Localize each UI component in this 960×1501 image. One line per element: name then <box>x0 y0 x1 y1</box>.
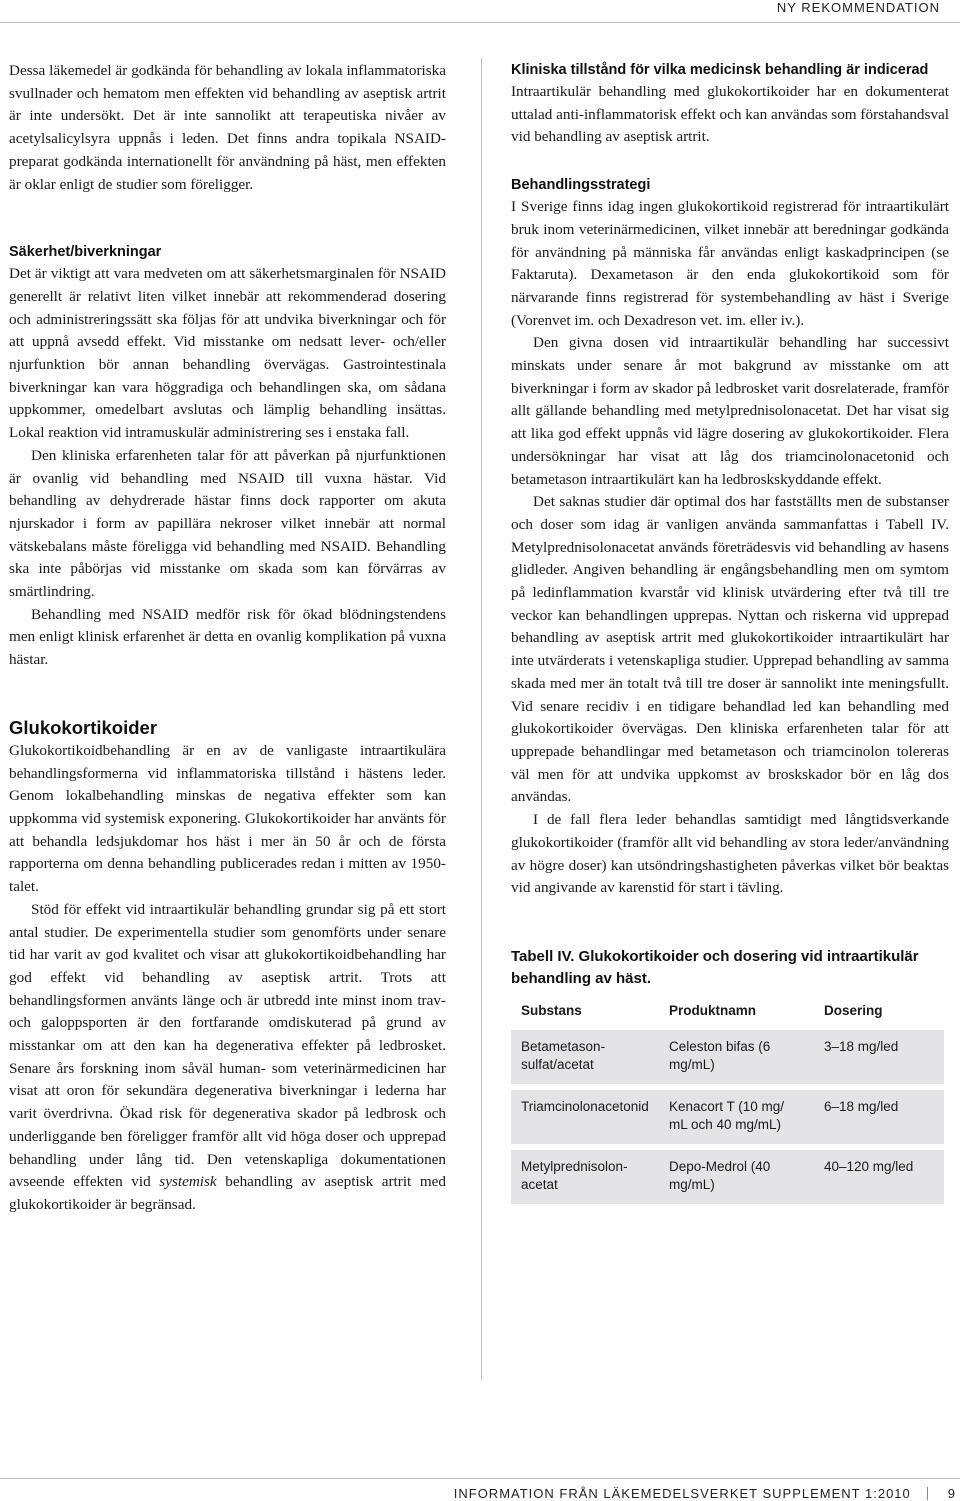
table-cell: 6–18 mg/led <box>814 1090 944 1144</box>
safety-paragraph-2: Den kliniska erfarenheten talar för att påverkan på njurfunktionen är ovanlig vid behandling med NSAID till vuxna hästar. Vid behandling av dehydrerade hästar finns dock rapporter om akuta njurskador i form av papillära nekroser vilket innebär att normal vätskebalans måste föreligga vid behandling med NSAID. Behandling ska inte påbörjas vid misstanke om skada som kan förvärras av smärtlindring. <box>9 446 446 601</box>
table-cell: 3–18 mg/led <box>814 1030 944 1084</box>
footer-publication: INFORMATION FRÅN LÄKEMEDELSVERKET SUPPLEMENT 1:2010 <box>453 1485 911 1501</box>
table-cell: Metylprednisolonacetat <box>511 1150 659 1204</box>
table-cell: Triamcinolonacetonid <box>511 1090 659 1144</box>
strategy-paragraph-3: Det saknas studier där optimal dos har fastställts men de substanser och doser som idag är vanligen använda sammanfattas i Tabell IV. Metylprednisolonacetat används företrädesvis vid behandling av hasens glidleder. Angiven behandling är engångsbehandling men om symtom på ledinflammation kvarstår vid klinisk utvärdering efter två till tre veckor kan behandlingen upprepas. Nyttan och riskerna vid upprepad behandling av aseptisk artrit med glukokortikoider intraartikulärt har inte utvärderats i vetenskapliga studier. Upprepad behandling av samma skada med mer än totalt två till tre doser är sannolikt inte meningsfullt. Vid senare recidiv i en tidigare behandlad led kan behandling med glukokortikoider övervägas. Den kliniska erfarenheten talar för att upprepade behandlingar med betametason och triamcinolon tolereras väl men för att undvika uppkomst av broskskador bör en låg dos användas. <box>511 493 949 806</box>
safety-paragraph-1: Det är viktigt att vara medveten om att säkerhetsmarginalen för NSAID generellt är relativt liten vilket innebär att rekommenderad dosering och administreringssätt ska följas för att undvika biverkningar och för att uppnå avsedd effekt. Vid misstanke om nedsatt lever- och/eller njurfunktion bör annan behandling övervägas. Gastrointestinala biverkningar kan vara höggradiga och behandlingen ska, om sådana uppkommer, omedelbart avslutas och lämplig behandling insättas. Lokal reaktion vid intramuskulär administrering ses i enstaka fall. <box>9 265 446 442</box>
gluko-paragraph-1: Glukokortikoidbehandling är en av de vanligaste intraartikulära behandlingsformerna vid inflammatoriska tillstånd i hästens leder. Genom lokalbehandling minskas de negativa effekter som kan uppkomma vid systemisk exponering. Glukokortikoider har använts för att behandla ledsjukdomar hos häst i mer än 50 år och de första rapporterna om denna behandling publicerades redan i mitten av 1950-talet. <box>9 741 446 896</box>
footer-separator <box>927 1487 928 1500</box>
header-rule <box>0 22 960 23</box>
gluko-paragraph-2 <box>9 899 446 1217</box>
table-row <box>511 1150 944 1204</box>
footer-rule <box>0 1478 960 1479</box>
table-cell: 40–120 mg/led <box>814 1150 944 1204</box>
column-divider <box>481 58 482 1380</box>
gluko-paragraph-2-text: Stöd för effekt vid intraartikulär behandling grundar sig på ett stort antal studier. De experimentella studier som genomförts under senare tid har varit av god kvalitet och visar att glukokortikoidbehandling har god effekt vid behandling av aseptisk artrit. Trots att behandlingsformen använts länge och är utbredd inte minst inom trav- och galoppsporten är den fortfarande omdiskuterad på grund av misstankar om att den kan ha degenerativa effekter på ledbrosket. Senare års forskning inom såväl human- som veterinärmedicinen har visat att oron för sekundära degenerativa biverkningar i lederna har varit överdrivna. Ökad risk för degenerativa skador på ledbrosk och underliggande ben föreligger framför allt vid höga doser och upprepad behandling under lång tid. Den vetenskapliga dokumentationen avseende effekten vid <box>9 900 446 1191</box>
footer <box>454 1485 960 1501</box>
gluko-italic-word: systemisk <box>159 1173 217 1191</box>
table-cell: Celeston bifas (6 mg/mL) <box>659 1030 814 1084</box>
left-column <box>9 60 446 1217</box>
strategy-paragraph-2: Den givna dosen vid intraartikulär behandling har successivt minskats under senare år mot bakgrund av misstanke om att biverkningar i form av skador på ledbrosket varit dosrelaterade, framför allt gällande behandling med metylprednisolonacetat. Det har visat sig att lika god effekt uppnås vid lägre dosering av glukokortikoider. Flera undersökningar har visat att låg dos triamcinolonacetonid och betametason intraartikulärt kan ha ledbroskskyddande effekt. <box>511 334 949 488</box>
dosage-table <box>511 994 944 1210</box>
table-cell: Kenacort T (10 mg/ mL och 40 mg/mL) <box>659 1090 814 1144</box>
right-column <box>511 60 949 1210</box>
table-cell: Betametasonsulfat/acetat <box>511 1030 659 1084</box>
table-header-cell: Produktnamn <box>669 1002 757 1018</box>
safety-heading: Säkerhet/biverkningar <box>9 244 162 261</box>
glukokortikoider-heading: Glukokortikoider <box>9 716 158 738</box>
table-header-cell: Substans <box>521 1002 582 1018</box>
table-cell: Depo-Medrol (40 mg/mL) <box>659 1150 814 1204</box>
table-row <box>511 1030 944 1084</box>
table-row <box>511 1090 944 1144</box>
page-number: 9 <box>947 1485 956 1501</box>
section-label: NY REKOMMENDATION <box>776 0 940 15</box>
clinical-heading: Kliniska tillstånd för vilka medicinsk behandling är indicerad <box>511 62 929 78</box>
strategy-paragraph-4: I de fall flera leder behandlas samtidigt med långtidsverkande glukokortikoider (framför allt vid behandling av stora leder/användning av högre doser) kan utsöndringshastigheten påverkas vilket bör beaktas vid angivande av karenstid för start i tävling. <box>511 811 949 897</box>
table-header-row <box>511 1000 944 1024</box>
table-title: Tabell IV. Glukokortikoider och dosering vid intraartikulär behandling av häst. <box>511 947 919 987</box>
clinical-paragraph: Intraartikulär behandling med glukokortikoider har en dokumenterat uttalad anti-inflammatorisk effekt och kan användas som förstahandsval vid behandling av aseptisk artrit. <box>511 83 949 146</box>
strategy-heading: Behandlingsstrategi <box>511 177 651 194</box>
table-header-cell: Dosering <box>824 1002 883 1018</box>
strategy-paragraph-1: I Sverige finns idag ingen glukokortikoid registrerad för intraartikulärt bruk inom veterinärmedicinen, vilket innebär att beredningar godkända för användning på människa får användas enligt kaskadprincipen (se Faktaruta). Dexametason är den enda glukokortikoid som för närvarande finns registrerad för systembehandling av häst i Sverige (Vorenvet im. och Dexadreson vet. im. eller iv.). <box>511 198 949 329</box>
gluko-paragraph-2-tail: behandling av aseptisk artrit med glukokortikoider är begränsad. <box>9 1173 446 1213</box>
intro-paragraph: Dessa läkemedel är godkända för behandling av lokala inflammatoriska svullnader och hematom men effekten vid behandling av aseptisk artrit är inte undersökt. Det är inte sannolikt att terapeutiska nivåer av acetylsalicylsyra uppnås i leden. Det finns andra topikala NSAID-preparat godkända internationellt för användning på häst, men effekten är oklar enligt de studier som föreligger. <box>9 62 446 193</box>
safety-paragraph-3: Behandling med NSAID medför risk för ökad blödningstendens men enligt klinisk erfarenhet är detta en ovanlig komplikation på vuxna hästar. <box>9 605 446 669</box>
